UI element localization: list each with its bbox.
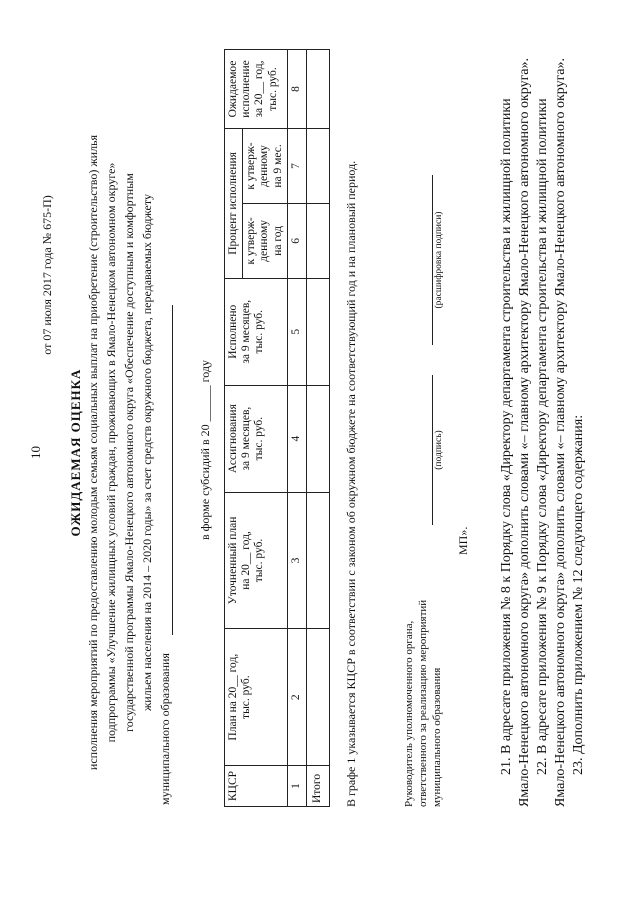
header-assignments: Ассигнования за 9 месяцев, тыс. руб.: [225, 385, 288, 492]
column-number: 5: [287, 278, 306, 385]
paragraph-23: 23. Дополнить приложением № 12 следующего содержания:: [571, 414, 586, 775]
subtitle-line: государственной программы Ямало-Ненецкого автономного округа «Обеспечение доступным и комфортным: [122, 173, 136, 732]
table-footnote: В графе 1 указывается КЦСР в соответствии с законом об окружном бюджете на соответствующий год и на плановый период.: [344, 160, 358, 807]
total-cell: [306, 129, 329, 204]
execution-table: [224, 49, 330, 807]
column-number: 2: [287, 629, 306, 766]
header-refined-plan: Уточненный план на 20__ год, тыс. руб.: [225, 492, 288, 629]
column-number: 7: [287, 129, 306, 204]
column-number: 1: [287, 766, 306, 807]
decode-caption: (расшифровка подписи): [434, 211, 444, 309]
paragraph-21-first: 21. В адресате приложения № 8 к Порядку слова «Директору департамента строительства и жилищной политики: [499, 98, 514, 775]
subtitle-line: исполнения мероприятий по предоставлению молодым семьям социальных выплат на приобретение (строительство) жилья: [86, 134, 100, 771]
signatory-block: [402, 600, 444, 807]
header-executed: Исполнено за 9 месяцев, тыс. руб.: [225, 278, 288, 385]
subtitle-line: подпрограммы «Улучшение жилищных условий граждан, проживающих в Ямало-Ненецком автономном округе»: [104, 162, 118, 743]
column-number: 6: [287, 203, 306, 278]
total-cell: [306, 278, 329, 385]
subsidy-form-line: в форме субсидий в 20 ______ году: [198, 359, 212, 541]
subtitle-line: муниципального образования: [158, 653, 172, 805]
seal-mark: МП».: [456, 526, 470, 555]
document-title: ОЖИДАЕМАЯ ОЦЕНКА: [68, 368, 83, 537]
total-label: Итого: [306, 766, 329, 807]
column-number: 8: [287, 50, 306, 129]
header-plan: План на 20__ год, тыс. руб.: [225, 629, 288, 766]
document-date: от 07 июля 2017 года № 675-П): [40, 195, 54, 355]
signatory-line: Руководитель уполномоченного органа,: [403, 620, 415, 807]
column-number: 4: [287, 385, 306, 492]
subtitle-line: жильем населения на 2014 – 2020 годы» за счет средств окружного бюджета, передаваемых бюджету: [140, 194, 154, 711]
header-kcsr: КЦСР: [225, 766, 288, 807]
total-cell: [306, 385, 329, 492]
signatory-line: ответственного за реализацию мероприятий: [417, 599, 429, 807]
header-percent: Процент исполнения: [225, 129, 243, 279]
header-expected: Ожидаемое исполнение за 20__ год, тыс. руб.: [225, 50, 288, 129]
total-cell: [306, 629, 329, 766]
decode-line: [432, 175, 433, 345]
total-cell: [306, 492, 329, 629]
column-number: 3: [287, 492, 306, 629]
paragraph-22-cont: Ямало-Ненецкого автономного округа» дополнить словами «– главному архитектору Ямало-Ненецкого автономного округа».: [553, 57, 568, 807]
municipality-blank-line: [172, 305, 173, 635]
signature-line: [432, 375, 433, 525]
signatory-line: муниципального образования: [431, 667, 443, 807]
total-cell: [306, 203, 329, 278]
header-percent-year: к утверж- денному на год: [243, 203, 288, 278]
signature-caption: (подпись): [434, 430, 444, 470]
total-cell: [306, 50, 329, 129]
paragraph-21-cont: Ямало-Ненецкого автономного округа» дополнить словами «– главному архитектору Ямало-Ненецкого автономного округа».: [517, 57, 532, 807]
header-percent-9m: к утверж- денному на 9 мес.: [243, 129, 288, 204]
paragraph-22-first: 22. В адресате приложения № 9 к Порядку слова «Директору департамента строительства и жилищной политики: [535, 98, 550, 775]
page-number: 10: [28, 446, 43, 459]
